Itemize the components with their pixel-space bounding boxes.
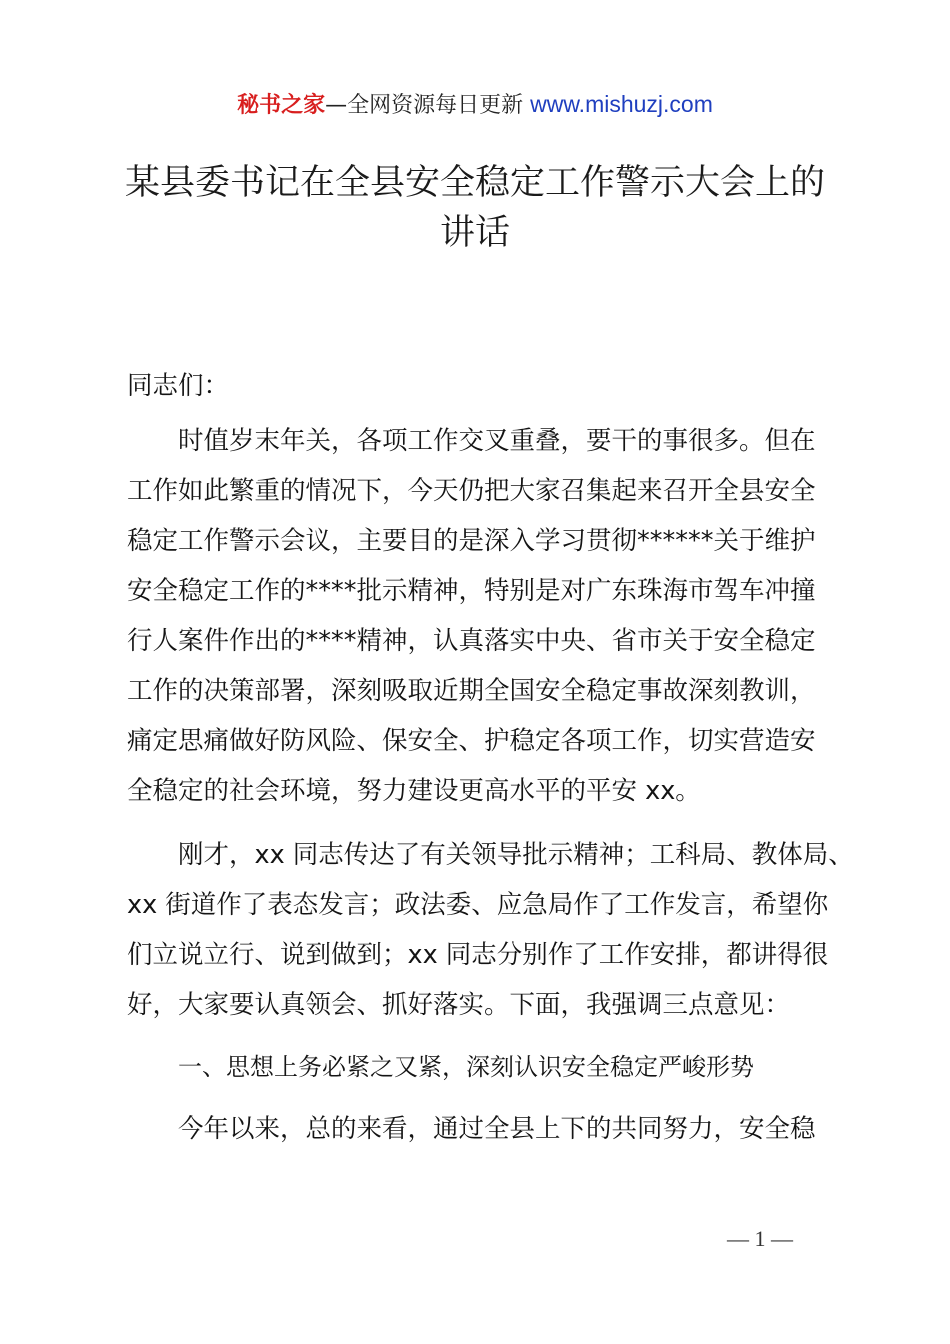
title-line: 讲话	[439, 213, 510, 253]
paragraph-line: xx 街道作了表态发言；政法委、应急局作了工作发言，希望你	[127, 890, 829, 920]
document-title	[100, 158, 850, 258]
paragraph-line: 工作的决策部署，深刻吸取近期全国安全稳定事故深刻教训，	[127, 676, 816, 706]
paragraph-line: 好，大家要认真领会、抓好落实。下面，我强调三点意见：	[127, 990, 791, 1020]
paragraph-3	[127, 1104, 839, 1154]
site-url-link[interactable]: www.mishuzj.com	[530, 91, 713, 117]
paragraph-line: 工作如此繁重的情况下，今天仍把大家召集起来召开全县安全	[127, 476, 816, 506]
paragraph-line: 稳定工作警示会议，主要目的是深入学习贯彻******关于维护	[127, 526, 816, 556]
title-line: 某县委书记在全县安全稳定工作警示大会上的	[124, 163, 825, 203]
paragraph-line: 们立说立行、说到做到；xx 同志分别作了工作安排，都讲得很	[127, 940, 829, 970]
paragraph-line: 行人案件作出的****精神，认真落实中央、省市关于安全稳定	[127, 626, 816, 656]
paragraph-line: 今年以来，总的来看，通过全县上下的共同努力，安全稳	[178, 1114, 816, 1144]
section-heading-1	[127, 1042, 839, 1092]
page-number: — 1 —	[727, 1226, 793, 1251]
header-tagline: —全网资源每日更新	[325, 93, 531, 118]
brand-name: 秘书之家	[237, 93, 326, 118]
salutation	[127, 361, 839, 411]
paragraph-line: 痛定思痛做好防风险、保安全、护稳定各项工作，切实营造安	[127, 726, 816, 756]
section-heading-text: 一、思想上务必紧之又紧，深刻认识安全稳定严峻形势	[178, 1053, 754, 1081]
paragraph-line: 刚才，xx 同志传达了有关领导批示精神；工科局、教体局、	[178, 840, 854, 870]
paragraph-line: 时值岁末年关，各项工作交叉重叠，要干的事很多。但在	[178, 426, 816, 456]
site-header	[0, 88, 950, 122]
paragraph-line: 全稳定的社会环境，努力建设更高水平的平安 xx。	[127, 776, 701, 806]
paragraph-1	[127, 416, 839, 816]
paragraph-line: 安全稳定工作的****批示精神，特别是对广东珠海市驾车冲撞	[127, 576, 816, 606]
paragraph-2	[127, 830, 854, 1030]
salutation-text: 同志们：	[127, 371, 230, 401]
